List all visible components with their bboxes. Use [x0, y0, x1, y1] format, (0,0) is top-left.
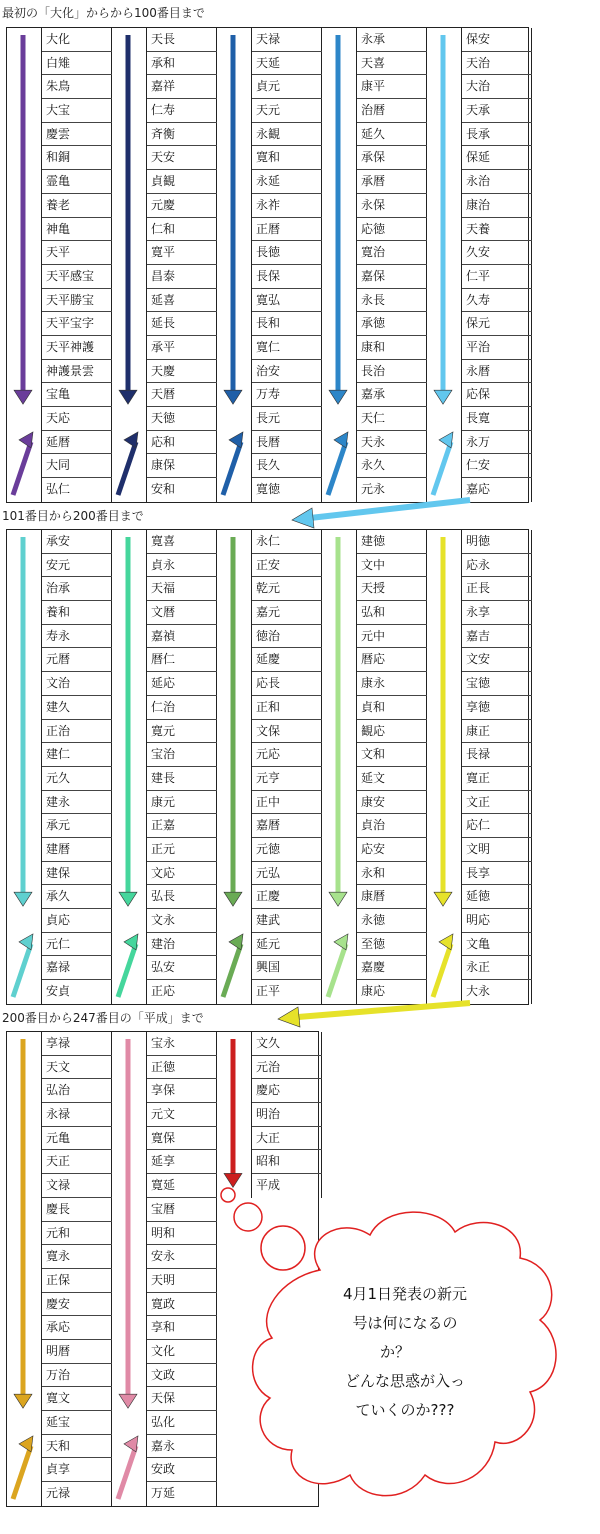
- era-name-cell: 嘉慶: [357, 956, 427, 980]
- era-name-cell: 文禄: [42, 1174, 112, 1198]
- era-name-cell: 正平: [256, 984, 281, 999]
- era-name-cell: 延文: [357, 767, 427, 791]
- era-name-cell: 宝徳: [462, 672, 532, 696]
- era-name-cell: 建保: [42, 862, 112, 886]
- section-title-2: 101番目から200番目まで: [2, 509, 144, 523]
- era-name-cell: 天禄: [252, 28, 322, 52]
- era-name-cell: 延喜: [147, 289, 217, 313]
- up-arrow-head: [19, 1436, 33, 1452]
- era-name-cell: 保元: [462, 312, 532, 336]
- era-name-cell: 延久: [357, 123, 427, 147]
- era-name-cell: 康暦: [357, 885, 427, 909]
- era-name-cell: 天福: [147, 577, 217, 601]
- era-name-cell: 仁和: [147, 218, 217, 242]
- bubble-line: ていくのか???: [355, 1401, 455, 1419]
- era-name-cell: 貞享: [42, 1458, 112, 1482]
- down-arrow-head: [434, 390, 452, 404]
- section-title-1: 最初の「大化」からから100番目まで: [2, 6, 205, 20]
- era-name-cell: 明暦: [42, 1340, 112, 1364]
- era-name-cell: 天平感宝: [42, 265, 112, 289]
- era-name-cell: 天安: [147, 146, 217, 170]
- era-name-cell: 昭和: [252, 1150, 322, 1174]
- era-name-cell: 寛保: [147, 1127, 217, 1151]
- era-name-cell: 永長: [357, 289, 427, 313]
- era-name-cell: 永禄: [42, 1103, 112, 1127]
- era-name-cell: 承元: [42, 814, 112, 838]
- era-name-cell: 万寿: [252, 383, 322, 407]
- era-name-cell: 康治: [462, 194, 532, 218]
- era-name-cell: 天養: [462, 218, 532, 242]
- era-name-cell: 朱鳥: [42, 75, 112, 99]
- era-name-cell: 文和: [357, 743, 427, 767]
- up-arrow-shaft: [13, 442, 31, 495]
- down-arrow-head: [119, 1394, 137, 1408]
- era-name-cell: 元亀: [42, 1127, 112, 1151]
- connector-arrow-1-head: [292, 508, 314, 528]
- era-name-cell: 永観: [252, 123, 322, 147]
- era-name-cell: 寛和: [252, 146, 322, 170]
- era-name-cell: 弘長: [147, 885, 217, 909]
- era-name-cell: 寛仁: [252, 336, 322, 360]
- era-name-cell: 文応: [147, 862, 217, 886]
- era-name-cell: 寛永: [42, 1245, 112, 1269]
- era-name-cell: 建徳: [357, 530, 427, 554]
- era-name-cell: 永享: [462, 601, 532, 625]
- up-arrow-head: [229, 432, 243, 448]
- era-name-cell: 興国: [252, 956, 322, 980]
- era-name-cell: 康元: [147, 791, 217, 815]
- era-name-cell: 明応: [462, 909, 532, 933]
- era-name-cell: 長保: [252, 265, 322, 289]
- era-name-cell: 康和: [357, 336, 427, 360]
- up-arrow-shaft: [118, 1446, 136, 1499]
- era-name-cell: 大永: [466, 984, 491, 999]
- era-name-cell: 弘化: [147, 1411, 217, 1435]
- era-name-cell: 弘安: [147, 956, 217, 980]
- up-arrow-head: [124, 1436, 138, 1452]
- era-name-cell: 慶安: [42, 1293, 112, 1317]
- era-name-cell: 元和: [42, 1222, 112, 1246]
- era-name-cell: 建暦: [42, 838, 112, 862]
- era-name-cell: 文中: [357, 554, 427, 578]
- up-arrow-shaft: [433, 944, 451, 997]
- era-name-cell: 長元: [252, 407, 322, 431]
- era-name-cell: 大正: [252, 1127, 322, 1151]
- era-name-cell: 天治: [462, 52, 532, 76]
- era-name-cell: 天授: [357, 577, 427, 601]
- era-name-cell: 天徳: [147, 407, 217, 431]
- era-name-cell: 天永: [357, 431, 427, 455]
- era-name-cell: 元慶: [147, 194, 217, 218]
- era-name-cell: 天平神護: [42, 336, 112, 360]
- era-name-cell: 承久: [42, 885, 112, 909]
- era-name-cell: 長暦: [252, 431, 322, 455]
- era-name-cell: 承暦: [357, 170, 427, 194]
- era-name-cell: 応仁: [462, 814, 532, 838]
- era-name-cell: 貞観: [147, 170, 217, 194]
- era-name-cell: 平成: [256, 1178, 281, 1193]
- era-name-cell: 正慶: [252, 885, 322, 909]
- era-name-cell: 康保: [147, 454, 217, 478]
- era-name-cell: 天仁: [357, 407, 427, 431]
- era-name-cell: 天平勝宝: [42, 289, 112, 313]
- era-name-cell: 嘉応: [466, 482, 491, 497]
- down-arrow-head: [434, 892, 452, 906]
- era-name-cell: 保延: [462, 146, 532, 170]
- era-name-cell: 正保: [42, 1269, 112, 1293]
- era-name-cell: 天明: [147, 1269, 217, 1293]
- up-arrow-shaft: [13, 1446, 31, 1499]
- era-name-cell: 暦応: [357, 648, 427, 672]
- up-arrow-head: [124, 432, 138, 448]
- era-name-cell: 元弘: [252, 862, 322, 886]
- era-name-cell: 寛喜: [147, 530, 217, 554]
- connector-arrow-2-head: [278, 1007, 300, 1027]
- up-arrow-shaft: [118, 442, 136, 495]
- era-name-cell: 大治: [462, 75, 532, 99]
- era-name-cell: 治安: [252, 360, 322, 384]
- era-name-cell: 治承: [42, 577, 112, 601]
- era-name-cell: 文明: [462, 838, 532, 862]
- era-name-cell: 安永: [147, 1245, 217, 1269]
- up-arrow-shaft: [328, 442, 346, 495]
- era-name-cell: 康永: [357, 672, 427, 696]
- era-name-cell: 安元: [42, 554, 112, 578]
- era-name-cell: 寛文: [42, 1387, 112, 1411]
- era-name-cell: 嘉暦: [252, 814, 322, 838]
- era-name-cell: 仁平: [462, 265, 532, 289]
- era-name-cell: 長享: [462, 862, 532, 886]
- era-name-cell: 承保: [357, 146, 427, 170]
- era-name-cell: 天暦: [147, 383, 217, 407]
- era-name-cell: 延享: [147, 1150, 217, 1174]
- era-name-cell: 霊亀: [42, 170, 112, 194]
- down-arrow-head: [14, 390, 32, 404]
- era-name-cell: 明治: [252, 1103, 322, 1127]
- era-name-cell: 建長: [147, 767, 217, 791]
- era-name-cell: 寛徳: [256, 482, 281, 497]
- up-arrow-head: [439, 934, 453, 950]
- era-name-cell: 文保: [252, 720, 322, 744]
- era-name-cell: 斉衡: [147, 123, 217, 147]
- era-name-cell: 慶長: [42, 1198, 112, 1222]
- era-name-cell: 久安: [462, 241, 532, 265]
- era-name-cell: 承徳: [357, 312, 427, 336]
- bubble-line: か？: [379, 1343, 410, 1361]
- era-name-cell: 享保: [147, 1079, 217, 1103]
- era-name-cell: 延長: [147, 312, 217, 336]
- era-name-cell: 至徳: [357, 933, 427, 957]
- era-name-cell: 永仁: [252, 530, 322, 554]
- era-name-cell: 大化: [42, 28, 112, 52]
- era-name-cell: 康正: [462, 720, 532, 744]
- era-name-cell: 昌泰: [147, 265, 217, 289]
- era-name-cell: 長治: [357, 360, 427, 384]
- era-name-cell: 大同: [42, 454, 112, 478]
- up-arrow-shaft: [433, 442, 451, 495]
- up-arrow-head: [334, 934, 348, 950]
- era-name-cell: 嘉祥: [147, 75, 217, 99]
- era-name-cell: 仁安: [462, 454, 532, 478]
- era-name-cell: 神亀: [42, 218, 112, 242]
- era-name-cell: 宝永: [147, 1032, 217, 1056]
- era-name-cell: 康応: [361, 984, 386, 999]
- era-name-cell: 応長: [252, 672, 322, 696]
- connector-arrow-1-shaft: [310, 500, 470, 518]
- era-name-cell: 弘和: [357, 601, 427, 625]
- era-name-cell: 嘉保: [357, 265, 427, 289]
- era-name-cell: 延慶: [252, 648, 322, 672]
- era-name-cell: 万治: [42, 1364, 112, 1388]
- era-name-cell: 寛平: [147, 241, 217, 265]
- era-name-cell: 寛延: [147, 1174, 217, 1198]
- era-name-cell: 延徳: [462, 885, 532, 909]
- era-name-cell: 元中: [357, 625, 427, 649]
- era-name-cell: 文治: [42, 672, 112, 696]
- era-name-cell: 嘉吉: [462, 625, 532, 649]
- era-name-cell: 大宝: [42, 99, 112, 123]
- era-name-cell: 嘉元: [252, 601, 322, 625]
- era-name-cell: 文安: [462, 648, 532, 672]
- era-name-cell: 暦仁: [147, 648, 217, 672]
- era-name-cell: 元応: [252, 743, 322, 767]
- era-name-cell: 徳治: [252, 625, 322, 649]
- era-name-cell: 正元: [147, 838, 217, 862]
- bubble-dot-large: [261, 1226, 305, 1270]
- era-name-cell: 明徳: [462, 530, 532, 554]
- era-name-cell: 天延: [252, 52, 322, 76]
- era-name-cell: 寛正: [462, 767, 532, 791]
- era-name-cell: 正応: [151, 984, 176, 999]
- era-name-cell: 正徳: [147, 1056, 217, 1080]
- era-name-cell: 天喜: [357, 52, 427, 76]
- era-name-cell: 寛弘: [252, 289, 322, 313]
- bubble-line: 号は何になるの: [352, 1314, 458, 1332]
- era-name-cell: 嘉禎: [147, 625, 217, 649]
- era-name-cell: 延応: [147, 672, 217, 696]
- era-name-cell: 文久: [252, 1032, 322, 1056]
- era-name-cell: 貞応: [42, 909, 112, 933]
- era-name-cell: 永保: [357, 194, 427, 218]
- era-name-cell: 文亀: [462, 933, 532, 957]
- era-name-cell: 天承: [462, 99, 532, 123]
- era-name-cell: 建治: [147, 933, 217, 957]
- era-name-cell: 応和: [147, 431, 217, 455]
- era-name-cell: 養老: [42, 194, 112, 218]
- era-name-cell: 平治: [462, 336, 532, 360]
- era-name-cell: 長寛: [462, 407, 532, 431]
- up-arrow-shaft: [328, 944, 346, 997]
- era-name-cell: 永延: [252, 170, 322, 194]
- era-name-cell: 天保: [147, 1387, 217, 1411]
- era-name-cell: 寛元: [147, 720, 217, 744]
- era-name-cell: 天文: [42, 1056, 112, 1080]
- era-name-cell: 享禄: [42, 1032, 112, 1056]
- era-name-cell: 建武: [252, 909, 322, 933]
- bubble-line: どんな思惑が入っ: [344, 1372, 465, 1390]
- era-name-cell: 宝亀: [42, 383, 112, 407]
- era-name-cell: 観応: [357, 720, 427, 744]
- era-name-cell: 治暦: [357, 99, 427, 123]
- era-name-cell: 延宝: [42, 1411, 112, 1435]
- era-name-cell: 応永: [462, 554, 532, 578]
- era-name-cell: 嘉承: [357, 383, 427, 407]
- era-name-cell: 正嘉: [147, 814, 217, 838]
- era-name-cell: 応保: [462, 383, 532, 407]
- era-name-cell: 元仁: [42, 933, 112, 957]
- era-name-cell: 天応: [42, 407, 112, 431]
- era-name-cell: 元禄: [46, 1486, 71, 1501]
- section-title-3: 200番目から247番目の「平成」まで: [2, 1011, 204, 1025]
- era-name-cell: 永暦: [462, 360, 532, 384]
- era-name-cell: 元永: [361, 482, 386, 497]
- era-name-cell: 承和: [147, 52, 217, 76]
- down-arrow-head: [14, 892, 32, 906]
- down-arrow-head: [119, 390, 137, 404]
- era-name-cell: 長久: [252, 454, 322, 478]
- era-name-cell: 正安: [252, 554, 322, 578]
- era-name-cell: 承応: [42, 1316, 112, 1340]
- era-name-cell: 康平: [357, 75, 427, 99]
- era-name-cell: 嘉禄: [42, 956, 112, 980]
- era-name-cell: 長禄: [462, 743, 532, 767]
- era-name-cell: 建久: [42, 696, 112, 720]
- era-name-cell: 正暦: [252, 218, 322, 242]
- era-name-cell: 元徳: [252, 838, 322, 862]
- up-arrow-shaft: [223, 944, 241, 997]
- down-arrow-head: [224, 1173, 242, 1187]
- era-name-cell: 承平: [147, 336, 217, 360]
- era-name-cell: 天平: [42, 241, 112, 265]
- era-name-cell: 久寿: [462, 289, 532, 313]
- era-name-cell: 元文: [147, 1103, 217, 1127]
- era-name-cell: 宝暦: [147, 1198, 217, 1222]
- era-name-cell: 文暦: [147, 601, 217, 625]
- era-name-cell: 安和: [151, 482, 176, 497]
- era-name-cell: 長和: [252, 312, 322, 336]
- era-name-cell: 寿永: [42, 625, 112, 649]
- era-name-cell: 天長: [147, 28, 217, 52]
- era-name-cell: 応安: [357, 838, 427, 862]
- era-name-cell: 天正: [42, 1150, 112, 1174]
- era-name-cell: 延元: [252, 933, 322, 957]
- era-name-cell: 康安: [357, 791, 427, 815]
- bubble-line: 4月1日発表の新元: [342, 1285, 468, 1303]
- era-name-cell: 文永: [147, 909, 217, 933]
- up-arrow-shaft: [13, 944, 31, 997]
- era-name-cell: 天和: [42, 1435, 112, 1459]
- era-name-cell: 永徳: [357, 909, 427, 933]
- up-arrow-head: [334, 432, 348, 448]
- era-name-cell: 弘治: [42, 1079, 112, 1103]
- era-name-cell: 元暦: [42, 648, 112, 672]
- era-name-cell: 仁治: [147, 696, 217, 720]
- era-name-cell: 正和: [252, 696, 322, 720]
- era-name-cell: 万延: [151, 1486, 176, 1501]
- era-name-cell: 天慶: [147, 360, 217, 384]
- era-name-cell: 養和: [42, 601, 112, 625]
- era-name-cell: 永久: [357, 454, 427, 478]
- era-name-cell: 明和: [147, 1222, 217, 1246]
- era-name-cell: 正治: [42, 720, 112, 744]
- era-name-cell: 正長: [462, 577, 532, 601]
- era-name-cell: 応徳: [357, 218, 427, 242]
- era-name-cell: 元亨: [252, 767, 322, 791]
- era-name-cell: 天平宝字: [42, 312, 112, 336]
- era-name-cell: 乾元: [252, 577, 322, 601]
- era-name-cell: 元久: [42, 767, 112, 791]
- era-name-cell: 仁寿: [147, 99, 217, 123]
- era-name-cell: 永承: [357, 28, 427, 52]
- era-name-cell: 文政: [147, 1364, 217, 1388]
- era-name-cell: 嘉永: [147, 1435, 217, 1459]
- era-name-cell: 寛治: [357, 241, 427, 265]
- era-name-cell: 享徳: [462, 696, 532, 720]
- era-name-cell: 承安: [42, 530, 112, 554]
- era-name-cell: 永万: [462, 431, 532, 455]
- down-arrow-head: [119, 892, 137, 906]
- up-arrow-head: [19, 432, 33, 448]
- era-name-cell: 弘仁: [46, 482, 71, 497]
- up-arrow-head: [229, 934, 243, 950]
- era-name-cell: 延暦: [42, 431, 112, 455]
- era-name-cell: 享和: [147, 1316, 217, 1340]
- era-name-cell: 長徳: [252, 241, 322, 265]
- up-arrow-head: [124, 934, 138, 950]
- era-name-cell: 慶応: [252, 1079, 322, 1103]
- era-name-cell: 安貞: [46, 984, 71, 999]
- down-arrow-head: [224, 390, 242, 404]
- connector-arrow-2-shaft: [298, 1003, 470, 1017]
- era-name-cell: 寛政: [147, 1293, 217, 1317]
- era-name-cell: 永治: [462, 170, 532, 194]
- bubble-dot-small: [221, 1188, 235, 1202]
- era-name-cell: 天元: [252, 99, 322, 123]
- era-name-cell: 安政: [147, 1458, 217, 1482]
- era-name-cell: 慶雲: [42, 123, 112, 147]
- era-name-cell: 永正: [462, 956, 532, 980]
- era-name-cell: 建仁: [42, 743, 112, 767]
- era-name-cell: 貞治: [357, 814, 427, 838]
- down-arrow-head: [329, 390, 347, 404]
- era-name-cell: 元治: [252, 1056, 322, 1080]
- era-name-cell: 貞和: [357, 696, 427, 720]
- down-arrow-head: [14, 1394, 32, 1408]
- era-name-cell: 白雉: [42, 52, 112, 76]
- down-arrow-head: [224, 892, 242, 906]
- era-name-cell: 貞元: [252, 75, 322, 99]
- era-name-cell: 長承: [462, 123, 532, 147]
- era-name-cell: 保安: [462, 28, 532, 52]
- era-name-cell: 永和: [357, 862, 427, 886]
- bubble-dot-medium: [234, 1203, 262, 1231]
- era-name-cell: 永祚: [252, 194, 322, 218]
- era-name-cell: 和銅: [42, 146, 112, 170]
- up-arrow-head: [19, 934, 33, 950]
- era-name-cell: 文化: [147, 1340, 217, 1364]
- up-arrow-shaft: [118, 944, 136, 997]
- era-name-cell: 貞永: [147, 554, 217, 578]
- up-arrow-head: [439, 432, 453, 448]
- down-arrow-head: [329, 892, 347, 906]
- era-name-cell: 神護景雲: [42, 360, 112, 384]
- era-name-cell: 宝治: [147, 743, 217, 767]
- era-name-cell: 文正: [462, 791, 532, 815]
- up-arrow-shaft: [223, 442, 241, 495]
- era-name-cell: 正中: [252, 791, 322, 815]
- era-name-cell: 建永: [42, 791, 112, 815]
